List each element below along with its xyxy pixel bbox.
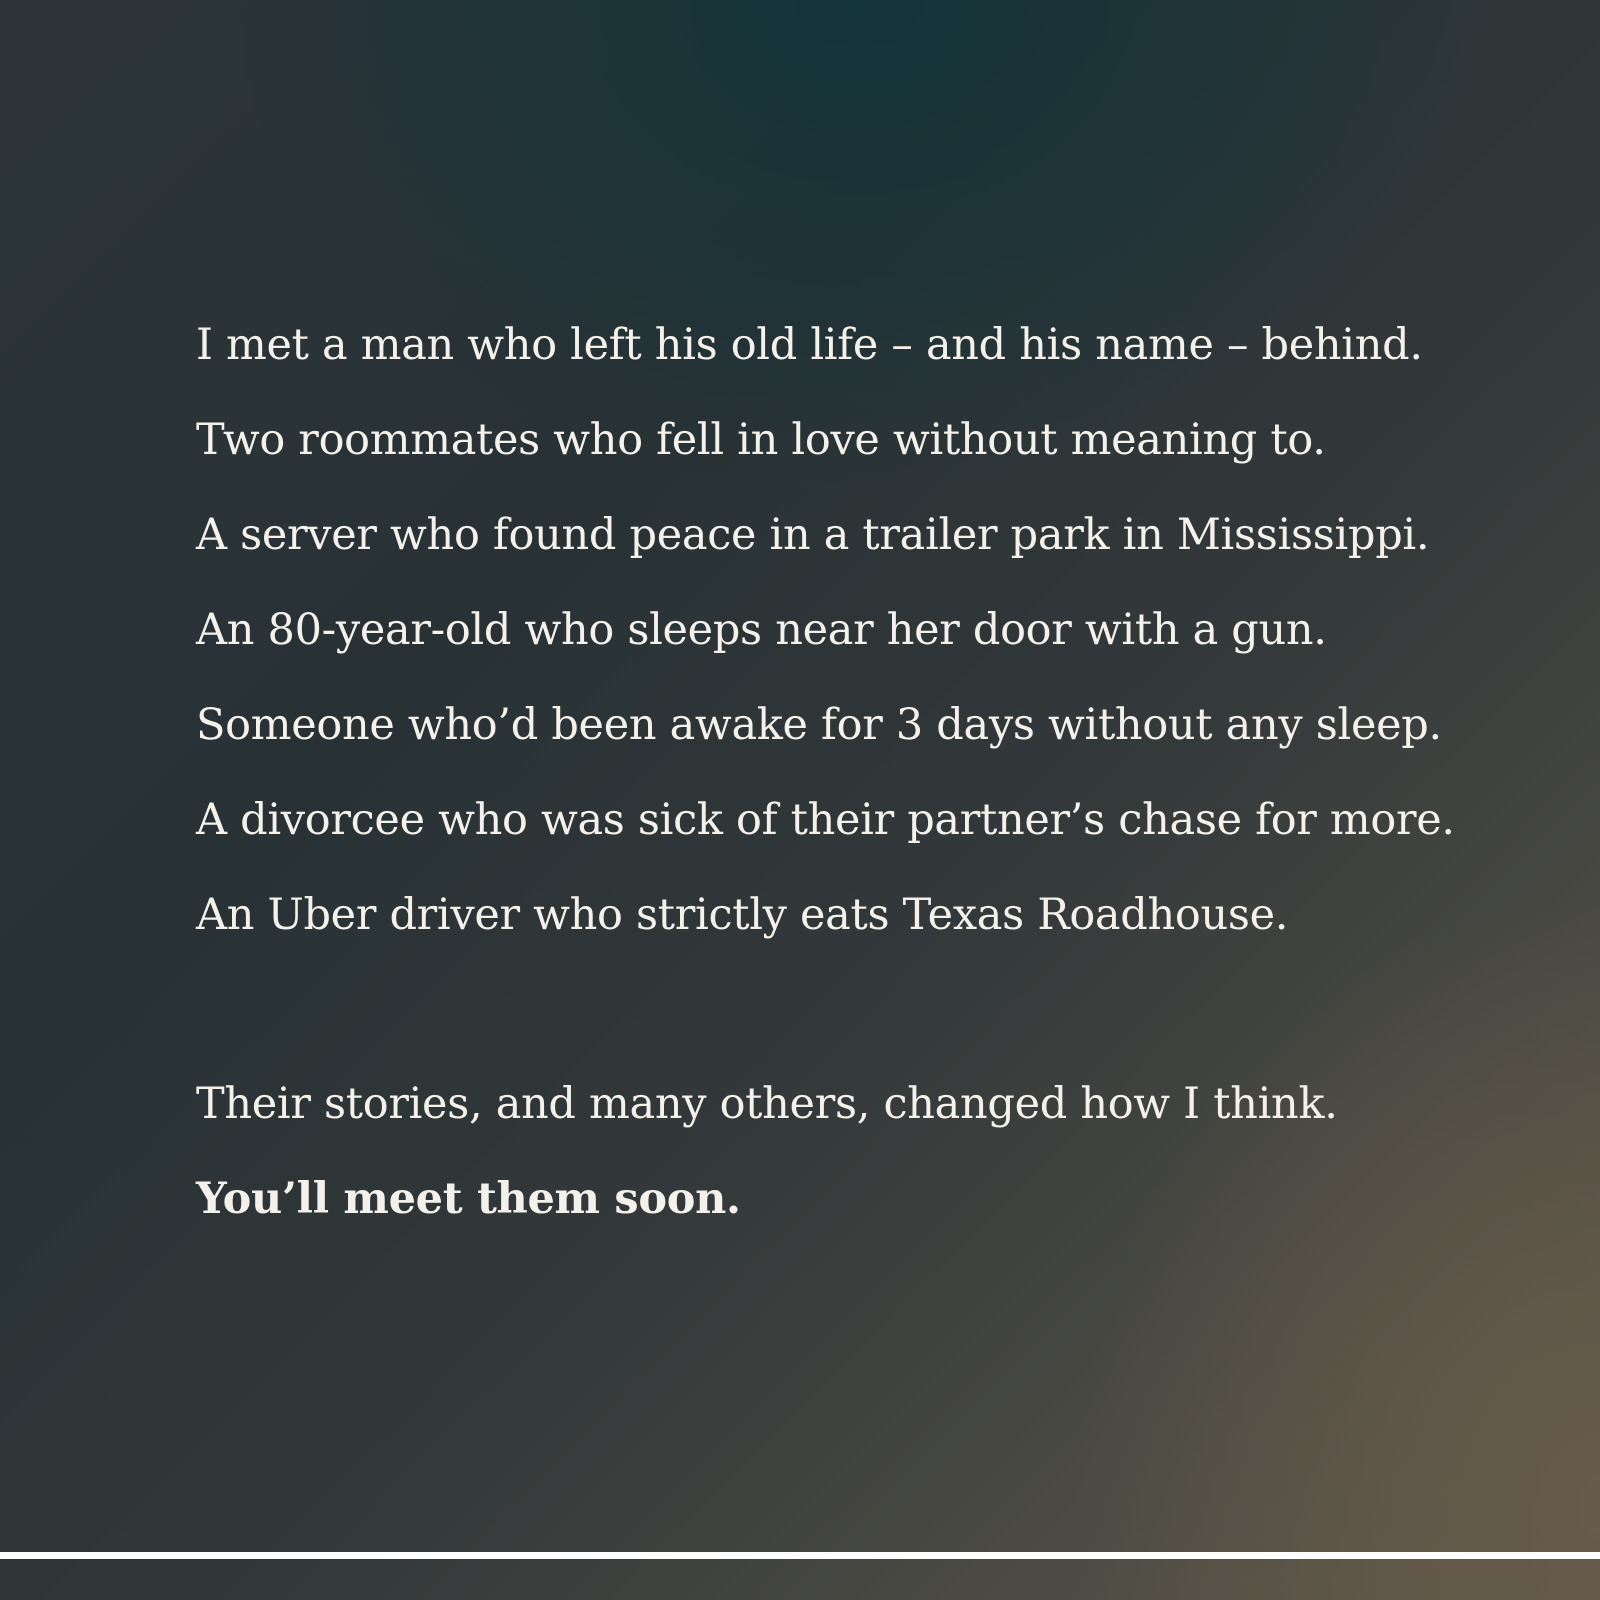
story-line-1: I met a man who left his old life – and his name – behind. <box>196 320 1423 370</box>
paragraph-spacer <box>196 963 1456 1057</box>
story-line-3: A server who found peace in a trailer park in Mississippi. <box>196 510 1430 560</box>
story-line-2: Two roommates who fell in love without meaning to. <box>196 415 1326 465</box>
closing-emphasis: You’ll meet them soon. <box>196 1174 741 1224</box>
bottom-divider <box>0 1552 1600 1559</box>
story-text-block <box>196 298 1456 1247</box>
story-line-7: An Uber driver who strictly eats Texas Roadhouse. <box>196 890 1289 940</box>
story-line-4: An 80-year-old who sleeps near her door with a gun. <box>196 605 1327 655</box>
closing-line: Their stories, and many others, changed how I think. <box>196 1079 1338 1129</box>
story-line-5: Someone who’d been awake for 3 days without any sleep. <box>196 700 1442 750</box>
story-line-6: A divorcee who was sick of their partner’s chase for more. <box>196 795 1455 845</box>
